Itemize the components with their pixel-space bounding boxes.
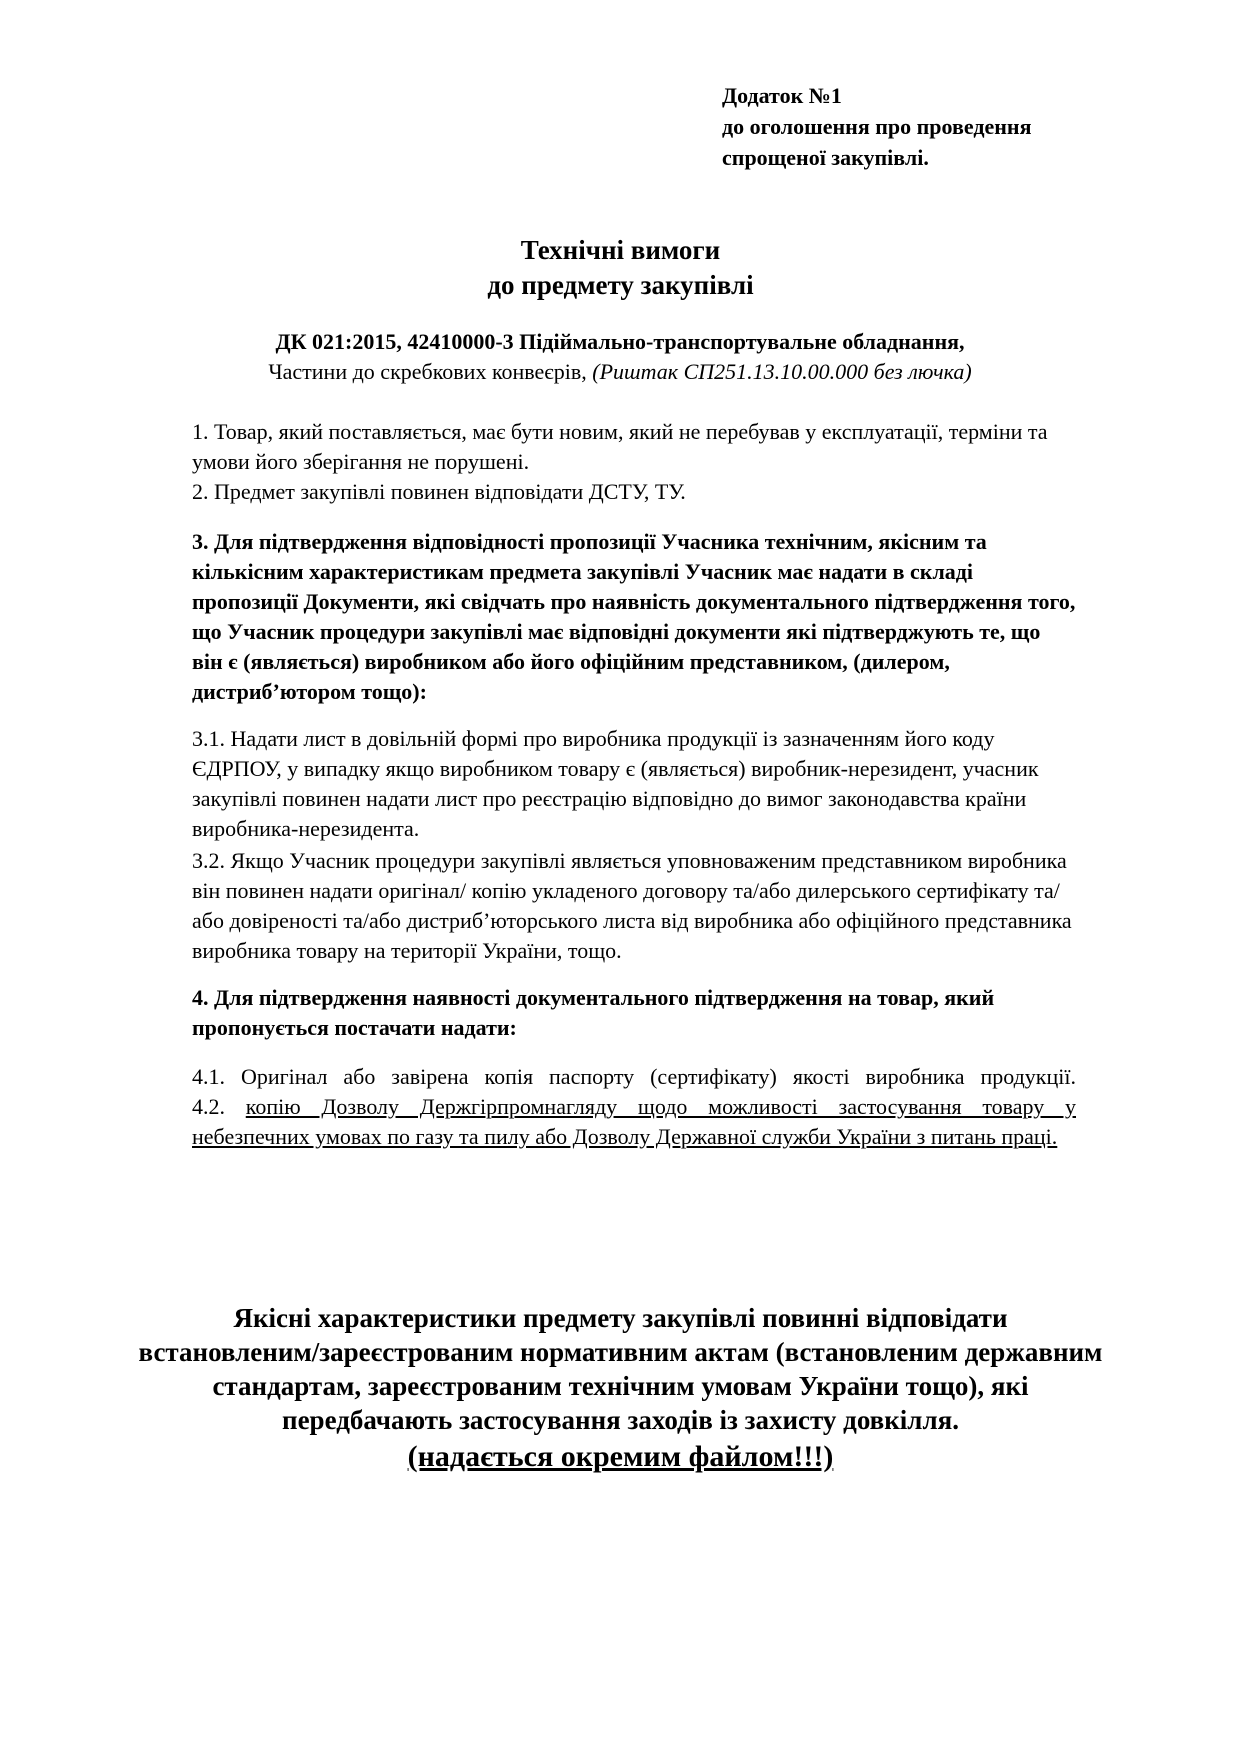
document-title: Технічні вимоги [520,235,721,265]
requirement-3-1: 3.1. Надати лист в довільній формі про виробника продукції із зазначенням його коду ЄДРПОУ, у випадку якщо виробником товару є (являється) виробник-нерезидент, учасник закупівлі повинен надати лист про реєстрацію відповідно до вимог законодавства країни виробника-нерезидента. [192,726,1039,841]
annex-number: Додаток №1 [722,83,842,108]
requirement-4-2-cont: небезпечних умовах по газу та пилу або Дозволу Державної служби України з питань праці. [192,1124,1058,1149]
annex-reference-cont: спрощеної закупівлі. [722,145,929,170]
quality-statement-line-2: встановленим/зареєстрованим нормативним актам (встановленим державним [138,1337,1103,1367]
cpv-description-text: Частини до скребкових конвеєрів, [268,359,593,384]
requirement-4-2 [192,1092,1076,1122]
cpv-description [160,357,1080,387]
quality-statement-line-1: Якісні характеристики предмету закупівлі повинні відповідати [233,1303,1008,1333]
requirement-1: 1. Товар, який поставляється, має бути новим, який не перебував у експлуатації, терміни та умови його зберігання не порушені. [192,419,1048,474]
requirement-3-2: 3.2. Якщо Учасник процедури закупівлі являється уповноваженим представником виробника він повинен надати оригінал/ копію укладеного договору та/або дилерського сертифікату та/або довіреності та/або дистриб’юторського листа від виробника або офіційного представника виробника товару на території України, тощо. [192,848,1072,963]
requirement-4: 4. Для підтвердження наявності документального підтвердження на товар, який пропонується постачати надати: [192,985,995,1040]
requirement-2: 2. Предмет закупівлі повинен відповідати ДСТУ, ТУ. [192,479,686,504]
requirement-3: 3. Для підтвердження відповідності пропозиції Учасника технічним, якісним та кількісним характеристикам предмета закупівлі Учасник має надати в складі пропозиції Документи, які свідчать про наявність документального підтвердження того, що Учасник процедури закупівлі має відповідні документи які підтверджують те, що він є (являється) виробником або його офіційним представником, (дилером, дистриб’ютором тощо): [192,529,1076,704]
requirement-4-1: 4.1. Оригінал або завірена копія паспорту (сертифікату) якості виробника продукції. [192,1064,1076,1089]
cpv-code: ДК 021:2015, 42410000-3 Підіймально-транспортувальне обладнання, [275,329,965,354]
cpv-item-model: (Риштак СП251.13.10.00.000 без лючка) [592,359,972,384]
document-subtitle: до предмету закупівлі [487,270,754,300]
quality-statement-line-4: передбачають застосування заходів із захисту довкілля. [282,1405,959,1435]
annex-reference: до оголошення про проведення [722,114,1032,139]
requirement-4-2-text: копію Дозволу Держгірпромнагляду щодо можливості застосування товару у [245,1094,1076,1119]
separate-file-note: (надається окремим файлом!!!) [407,1440,834,1473]
quality-statement-line-3: стандартам, зареєстрованим технічним умовам України тощо), які [212,1371,1029,1401]
annex-header [722,80,1032,173]
requirement-4-2-number: 4.2. [192,1094,246,1119]
